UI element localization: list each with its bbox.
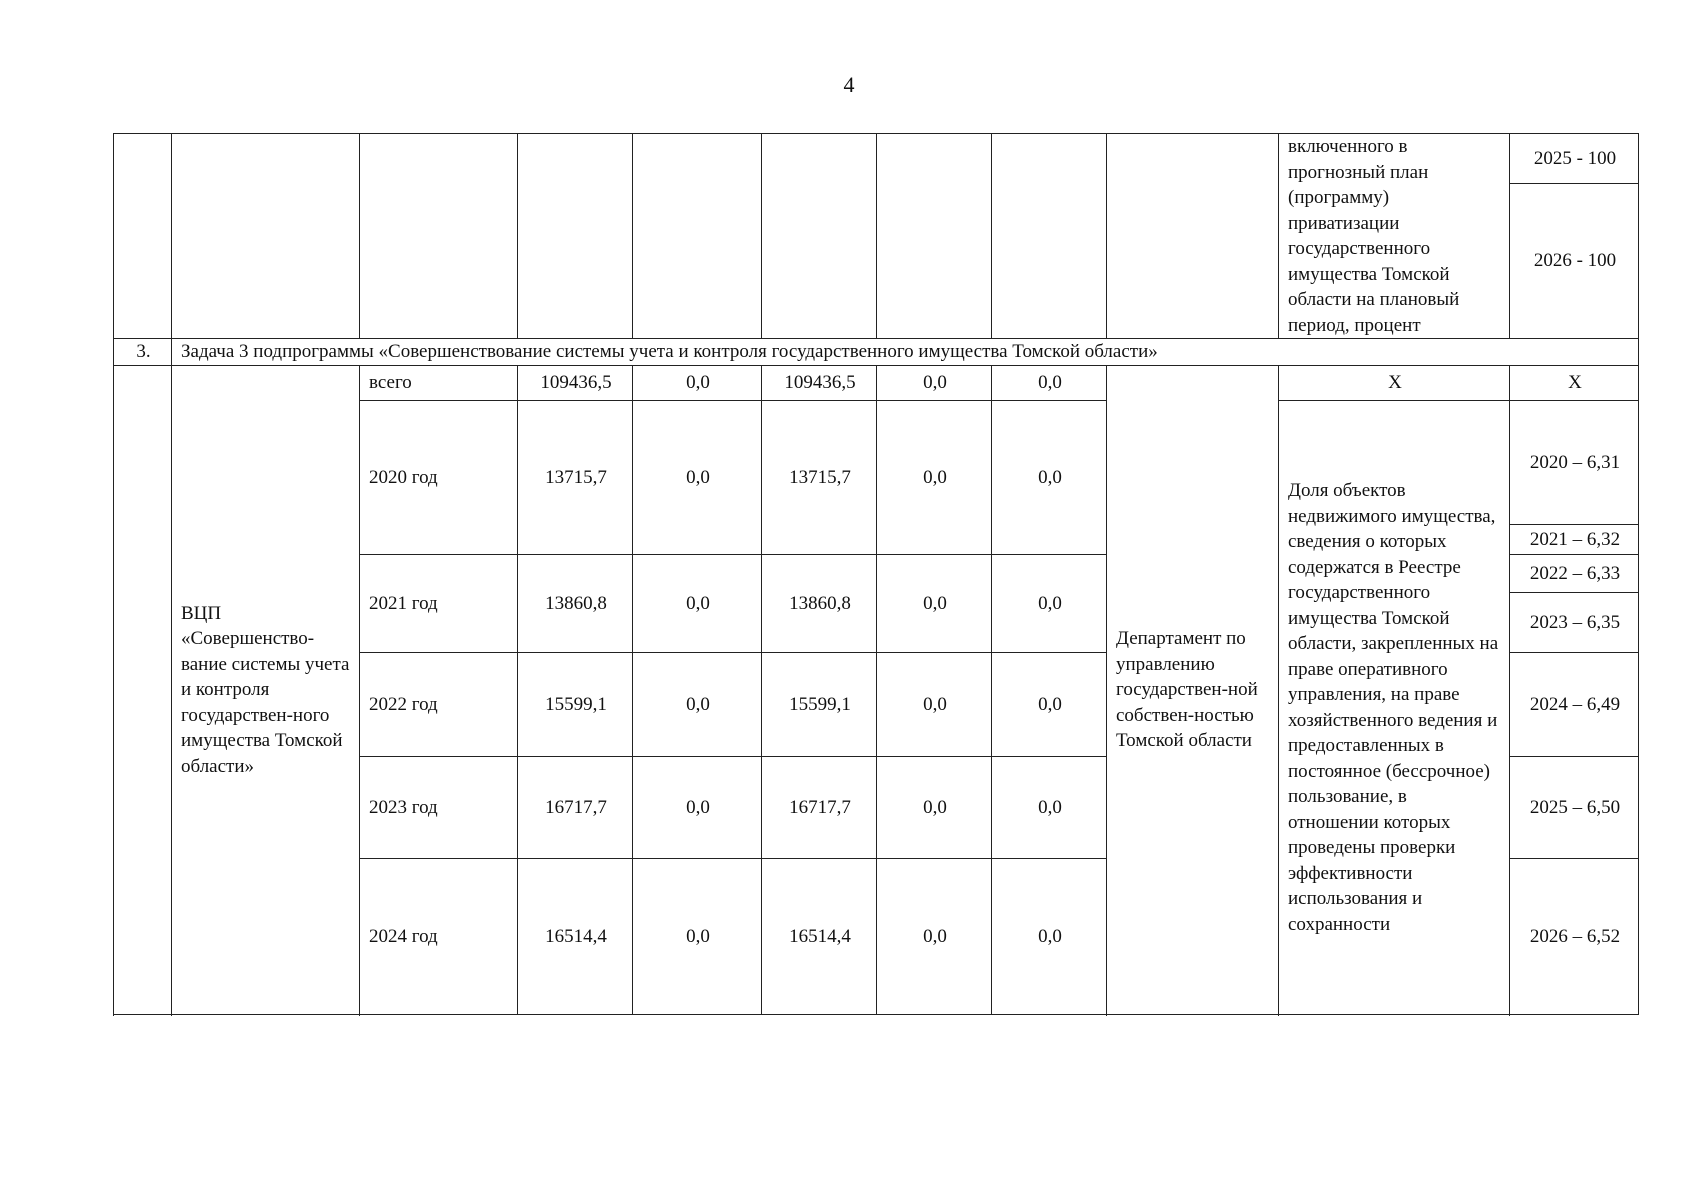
total-row [114, 366, 1639, 401]
empty-cell [1107, 134, 1279, 339]
value-cell: 0,0 [992, 859, 1107, 1015]
target-value: 2022 – 6,33 [1510, 555, 1639, 593]
empty-cell [762, 134, 877, 339]
row-label: всего [360, 366, 518, 401]
empty-cell [518, 134, 633, 339]
value-cell: 0,0 [992, 401, 1107, 555]
value-cell: 0,0 [992, 653, 1107, 757]
value-cell: 0,0 [992, 757, 1107, 859]
target-value: 2026 – 6,52 [1510, 859, 1639, 1015]
value-cell: 0,0 [992, 555, 1107, 653]
value-cell: 15599,1 [518, 653, 633, 757]
indicator-x: Х [1279, 366, 1510, 401]
value-cell: 16717,7 [762, 757, 877, 859]
value-cell: 16717,7 [518, 757, 633, 859]
target-value: 2020 – 6,31 [1510, 401, 1639, 525]
value-cell: 13860,8 [518, 555, 633, 653]
value-cell: 13860,8 [762, 555, 877, 653]
value-cell: 0,0 [633, 859, 762, 1015]
empty-cell [877, 134, 992, 339]
row-label: 2021 год [360, 555, 518, 653]
task-number: 3. [114, 339, 172, 366]
empty-cell [992, 134, 1107, 339]
value-cell: 15599,1 [762, 653, 877, 757]
value-cell: 0,0 [992, 366, 1107, 401]
value-cell: 0,0 [877, 653, 992, 757]
program-table [113, 133, 1639, 1015]
value-cell: 0,0 [633, 366, 762, 401]
value-cell: 0,0 [877, 401, 992, 555]
empty-cell [114, 134, 172, 339]
department: Департамент по управлению государствен-ной собствен-ностью Томской области [1107, 366, 1279, 1015]
target-value: 2024 – 6,49 [1510, 653, 1639, 757]
empty-cell [633, 134, 762, 339]
value-cell: 109436,5 [518, 366, 633, 401]
task-title: Задача 3 подпрограммы «Совершенствование системы учета и контроля государственного имущества Томской области» [172, 339, 1639, 366]
value-cell: 0,0 [633, 555, 762, 653]
indicator-text: включенного в прогнозный план (программу) приватизации государственного имущества Томской области на плановый период, процент [1279, 134, 1510, 339]
value-cell: 0,0 [633, 401, 762, 555]
row-label: 2020 год [360, 401, 518, 555]
program-name: ВЦП «Совершенство-вание системы учета и контроля государствен-ного имущества Томской области» [172, 366, 360, 1015]
value-cell: 0,0 [877, 555, 992, 653]
task-row [114, 339, 1639, 366]
value-cell: 0,0 [877, 757, 992, 859]
value-cell: 0,0 [877, 859, 992, 1015]
target-value: 2025 – 6,50 [1510, 757, 1639, 859]
value-cell: 0,0 [633, 653, 762, 757]
target-value: 2025 - 100 [1510, 134, 1639, 184]
value-cell: 13715,7 [518, 401, 633, 555]
indicator-text: Доля объектов недвижимого имущества, сведения о которых содержатся в Реестре государственного имущества Томской области, закрепленных на праве оперативного управления, на праве хозяйственного ведения и предоставленных в постоянное (бессрочное) пользование, в отношении которых проведены проверки эффективности использования и сохранности [1279, 401, 1510, 1015]
value-cell: 16514,4 [762, 859, 877, 1015]
value-cell: 0,0 [877, 366, 992, 401]
row-label: 2022 год [360, 653, 518, 757]
value-cell: 13715,7 [762, 401, 877, 555]
value-cell: 0,0 [633, 757, 762, 859]
row-label: 2023 год [360, 757, 518, 859]
continuation-row [114, 134, 1639, 184]
empty-cell [114, 366, 172, 1015]
target-value: 2021 – 6,32 [1510, 525, 1639, 555]
target-value: 2026 - 100 [1510, 184, 1639, 339]
row-label: 2024 год [360, 859, 518, 1015]
empty-cell [172, 134, 360, 339]
target-value: 2023 – 6,35 [1510, 593, 1639, 653]
target-x: Х [1510, 366, 1639, 401]
value-cell: 109436,5 [762, 366, 877, 401]
empty-cell [360, 134, 518, 339]
page-number: 4 [843, 72, 855, 97]
value-cell: 16514,4 [518, 859, 633, 1015]
